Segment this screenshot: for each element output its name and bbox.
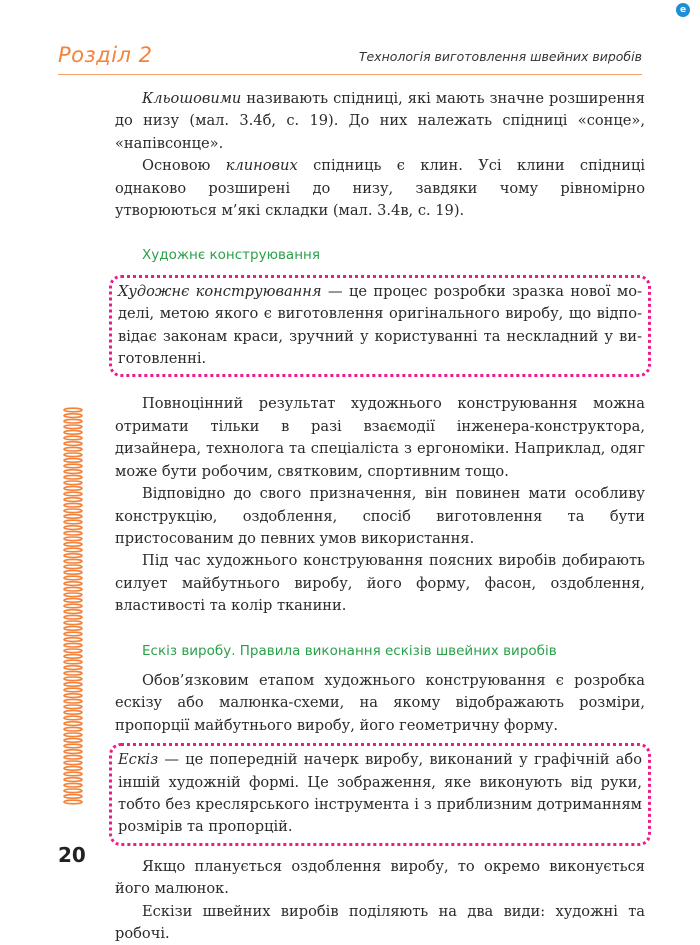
definition-text [118,281,642,371]
paragraph-process: Під час художнього конструювання поясних виробів добирають силует майбутнього виробу, його форму, фасон, оздоблення, властивості та колір тканини. [115,552,645,615]
paragraph-result: Повноцінний результат художнього конструювання можна отримати тільки в разі взаємодії інженера-конструктора, дизайнера, технолога та спеціаліста з ергономіки. Наприклад, одяг може бути робочим, святковим, спортивним тощо. [115,395,645,480]
definition-term: Ескіз [118,751,159,769]
spiral-binding-icon [62,406,84,806]
paragraph-text: називають спідниці, які мають значне розширення до низу (мал. 3.4б, с. 19). До них належать спідниці «сонце», «напівсонце». [115,90,645,152]
paragraph-gored-skirts [115,155,645,222]
page-content [115,88,645,945]
definition-box-artistic-design [109,275,651,378]
paragraph-purpose: Відповідно до свого призначення, він повинен мати особливу конструкцію, оздоблення, спосіб виготовлення та бути пристосованим до певних умов використання. [115,485,645,547]
header-divider [58,74,642,75]
paragraph-flared-skirts [115,88,645,155]
term-flared: Кльошовими [142,90,242,107]
subject-title: Технологія виготовлення швейних виробів [358,49,642,64]
paragraph-sketch-stage: Обов’язковим етапом художнього конструювання є розробка ескізу або малюнка-схеми, на якому відображають розміри, пропорції майбутнього виробу, його геометричну форму. [115,671,645,734]
term-gored: клинових [225,157,298,175]
page-number: 20 [58,843,86,867]
paragraph-decoration: Якщо планується оздоблення виробу, то окремо виконується його малюнок. [115,857,645,898]
paragraph-text: Основою [142,157,226,175]
paragraph-sketch-types: Ескізи швейних виробів поділяють на два види: художні та робочі. [115,902,645,942]
paragraph-text: спідниць є клин. Усі клини спідниці однаково розширені до низу, завдяки чому рівномірно утворюються м’які складки (мал. 3.4в, с. 19). [115,157,645,220]
definition-body: — це процес розробки зразка нової моделі, метою якого є виготовлення оригінального виробу, що відповідає законам краси, зручний у користуванні та нескладний у виготовленні. [118,282,642,368]
publisher-logo-icon: e [676,3,690,17]
definition-body: — це попередній начерк виробу, виконаний у графічній або іншій художній формі. Це зображення, яке виконують від руки, тобто без креслярського інструмента і з приблизним дотриманням розмірів та пропорцій. [118,751,642,836]
heading-artistic-design: Художнє конструювання [142,247,320,264]
definition-term: Художнє конструювання [118,282,322,300]
heading-sketch: Ескіз виробу. Правила виконання ескізів швейних виробів [142,642,557,659]
definition-box-sketch [109,743,651,846]
section-title: Розділ 2 [58,43,153,67]
definition-text [118,749,642,839]
